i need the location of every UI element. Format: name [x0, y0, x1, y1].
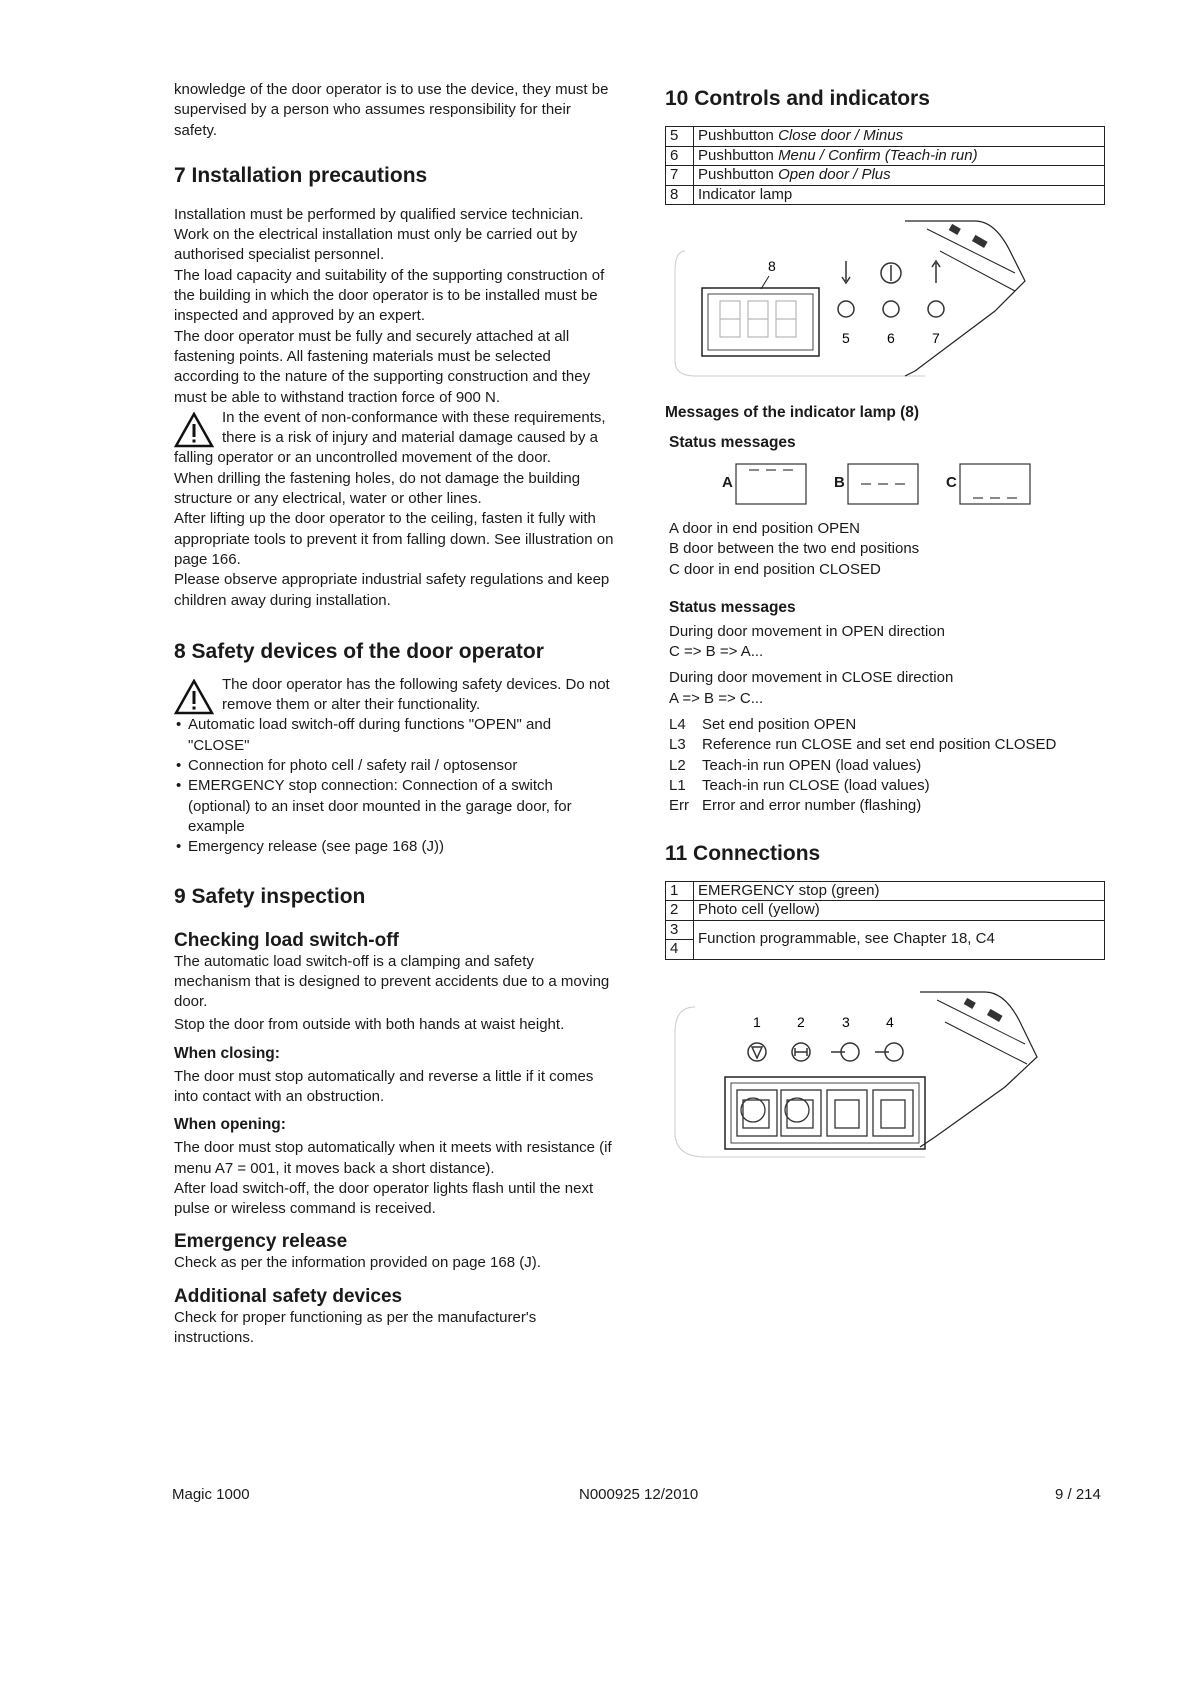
additional-safety-title: Additional safety devices: [174, 1285, 403, 1307]
table-cell: 5: [666, 127, 694, 147]
table-cell: 3: [666, 920, 694, 940]
section-9-title: 9 Safety inspection: [174, 884, 366, 908]
table-row: [666, 166, 1105, 186]
table-row: [666, 901, 1105, 921]
table-cell: 4: [666, 940, 694, 960]
status-messages-title-2: Status messages: [669, 598, 796, 616]
list-item: • Emergency release (see page 168 (J)): [174, 837, 614, 857]
section-11-title: 11 Connections: [665, 841, 821, 865]
checking-load-title: Checking load switch-off: [174, 929, 399, 951]
list-item: [669, 735, 1105, 755]
cell-text: Pushbutton: [698, 166, 779, 183]
label-4: 4: [886, 1013, 894, 1030]
table-cell: [694, 146, 1105, 166]
s7-warning-text: In the event of non-conformance with these requirements, there is a risk of injury and material damage caused by a falling operator or an uncontrolled movement of the door.: [174, 408, 606, 467]
connections-illustration: [665, 982, 1105, 1172]
list-item: [669, 796, 1105, 816]
table-cell: 8: [666, 185, 694, 205]
section-10-title: 10 Controls and indicators: [665, 87, 930, 110]
display-state-a: [735, 463, 807, 505]
abc-line: C door in end position CLOSED: [669, 560, 881, 578]
open-direction-sequence: C => B => A...: [669, 643, 764, 661]
s8-warning: [174, 675, 614, 716]
code-text: Set end position OPEN: [702, 716, 857, 734]
s7-warning: [174, 408, 614, 469]
abc-line: B door between the two end positions: [669, 540, 920, 558]
status-letter-b: B: [834, 474, 845, 491]
indicator-codes-list: [669, 715, 1105, 816]
table-cell: [694, 166, 1105, 186]
label-3: 3: [842, 1013, 850, 1030]
warning-triangle-icon: [174, 412, 214, 448]
cell-text-italic: Menu / Confirm (Teach-in run): [778, 146, 978, 164]
code-label: L2: [669, 756, 686, 774]
footer-document-number: N000925 12/2010: [579, 1486, 699, 1503]
table-row: [666, 127, 1105, 147]
controls-illustration: [665, 211, 1105, 401]
close-direction-sequence: A => B => C...: [669, 689, 764, 707]
open-direction-text: During door movement in OPEN direction: [669, 622, 945, 640]
check-paragraph-1: The automatic load switch-off is a clamping and safety mechanism that is designed to prevent accidents due to a moving door.: [174, 952, 610, 1011]
s7-paragraph-7: Please observe appropriate industrial safety regulations and keep children away during installation.: [174, 571, 610, 609]
movement-messages: [669, 622, 1105, 709]
label-1: 1: [753, 1013, 761, 1030]
s7-paragraph-1: Installation must be performed by qualified service technician.: [174, 205, 584, 223]
label-2: 2: [797, 1013, 805, 1030]
controls-table: [665, 126, 1105, 205]
list-item: [669, 776, 1105, 796]
emergency-release-paragraph: Check as per the information provided on page 168 (J).: [174, 1254, 541, 1272]
connections-table: [665, 881, 1105, 960]
s7-paragraph-6: After lifting up the door operator to the ceiling, fasten it fully with appropriate tools to prevent it from falling down. See illustration on page 166.: [174, 510, 614, 568]
footer-page-number: 9 / 214: [1055, 1486, 1101, 1503]
section-8-title: 8 Safety devices of the door operator: [174, 639, 544, 663]
table-row: [666, 146, 1105, 166]
opening-paragraph-1: The door must stop automatically when it meets with resistance (if menu A7 = 001, it moves back a short distance).: [174, 1139, 612, 1177]
right-column: [665, 86, 1105, 1172]
footer-product: Magic 1000: [172, 1486, 250, 1503]
left-column: [174, 80, 614, 1348]
close-direction-text: During door movement in CLOSE direction: [669, 669, 954, 687]
additional-safety-paragraph: Check for proper functioning as per the manufacturer's instructions.: [174, 1308, 537, 1347]
code-text: Teach-in run CLOSE (load values): [702, 776, 930, 794]
table-row: [666, 185, 1105, 205]
display-state-b: [847, 463, 919, 505]
abc-description: [669, 519, 1105, 580]
table-cell: [694, 127, 1105, 147]
status-letter-c: C: [946, 474, 957, 491]
section-7-title: 7 Installation precautions: [174, 163, 428, 187]
code-label: L3: [669, 736, 686, 754]
list-item: • EMERGENCY stop connection: Connection of a switch (optional) to an inset door mounted in the garage door, for example: [174, 776, 614, 837]
lamp-messages-title: Messages of the indicator lamp (8): [665, 404, 920, 421]
label-5: 5: [842, 330, 850, 346]
s7-paragraph-4: The door operator must be fully and securely attached at all fastening points. All fastening materials must be selected according to the nature of the supporting construction and they must be able to withstand traction force of 900 N.: [174, 327, 591, 406]
intro-paragraph: knowledge of the door operator is to use the device, they must be supervised by a person who assumes responsibility for their safety.: [174, 81, 609, 139]
status-letter-a: A: [722, 474, 733, 491]
table-cell: 7: [666, 166, 694, 186]
code-label: Err: [669, 797, 689, 815]
check-paragraph-2: Stop the door from outside with both hands at waist height.: [174, 1016, 565, 1034]
label-6: 6: [887, 330, 895, 346]
table-row: [666, 920, 1105, 940]
table-cell: Photo cell (yellow): [694, 901, 1105, 921]
abc-line: A door in end position OPEN: [669, 520, 860, 537]
table-cell: Function programmable, see Chapter 18, C4: [694, 920, 1105, 959]
opening-paragraph-2: After load switch-off, the door operator lights flash until the next pulse or wireless command is received.: [174, 1179, 594, 1218]
status-display-samples: [665, 459, 1105, 511]
when-opening-title: When opening:: [174, 1116, 286, 1134]
code-label: L1: [669, 776, 686, 794]
table-cell: 2: [666, 901, 694, 921]
label-7: 7: [932, 330, 940, 346]
s7-paragraph-2: Work on the electrical installation must only be carried out by authorised specialist personnel.: [174, 226, 578, 264]
table-cell: EMERGENCY stop (green): [694, 881, 1105, 901]
s8-warning-text: The door operator has the following safety devices. Do not remove them or alter their functionality.: [222, 675, 610, 714]
code-text: Error and error number (flashing): [702, 797, 922, 815]
display-state-c: [959, 463, 1031, 505]
table-row: [666, 881, 1105, 901]
cell-text-italic: Open door / Plus: [778, 166, 891, 183]
list-item: [669, 715, 1105, 735]
table-cell: 1: [666, 881, 694, 901]
code-text: Reference run CLOSE and set end position CLOSED: [702, 736, 1057, 754]
list-item: [669, 756, 1105, 776]
emergency-release-title: Emergency release: [174, 1231, 348, 1253]
cell-text: Pushbutton: [698, 127, 779, 144]
s7-paragraph-3: The load capacity and suitability of the supporting construction of the building in which the door operator is to be installed must be inspected and approved by an expert.: [174, 266, 605, 325]
when-closing-title: When closing:: [174, 1044, 280, 1062]
label-8: 8: [768, 258, 776, 274]
cell-text: Pushbutton: [698, 146, 779, 164]
safety-devices-list: [174, 715, 614, 857]
cell-text-italic: Close door / Minus: [778, 127, 904, 144]
cell-text: Indicator lamp: [698, 185, 793, 203]
warning-triangle-icon: [174, 679, 214, 715]
status-messages-title-1: Status messages: [669, 434, 796, 451]
list-item: • Automatic load switch-off during functions "OPEN" and "CLOSE": [174, 715, 614, 756]
s7-paragraph-5: When drilling the fastening holes, do not damage the building structure or any electrical, water or other lines.: [174, 469, 581, 508]
table-cell: [694, 185, 1105, 205]
table-cell: 6: [666, 146, 694, 166]
code-text: Teach-in run OPEN (load values): [702, 756, 922, 774]
list-item: • Connection for photo cell / safety rail / optosensor: [174, 756, 614, 776]
closing-paragraph: The door must stop automatically and reverse a little if it comes into contact with an obstruction.: [174, 1067, 594, 1105]
code-label: L4: [669, 716, 686, 734]
